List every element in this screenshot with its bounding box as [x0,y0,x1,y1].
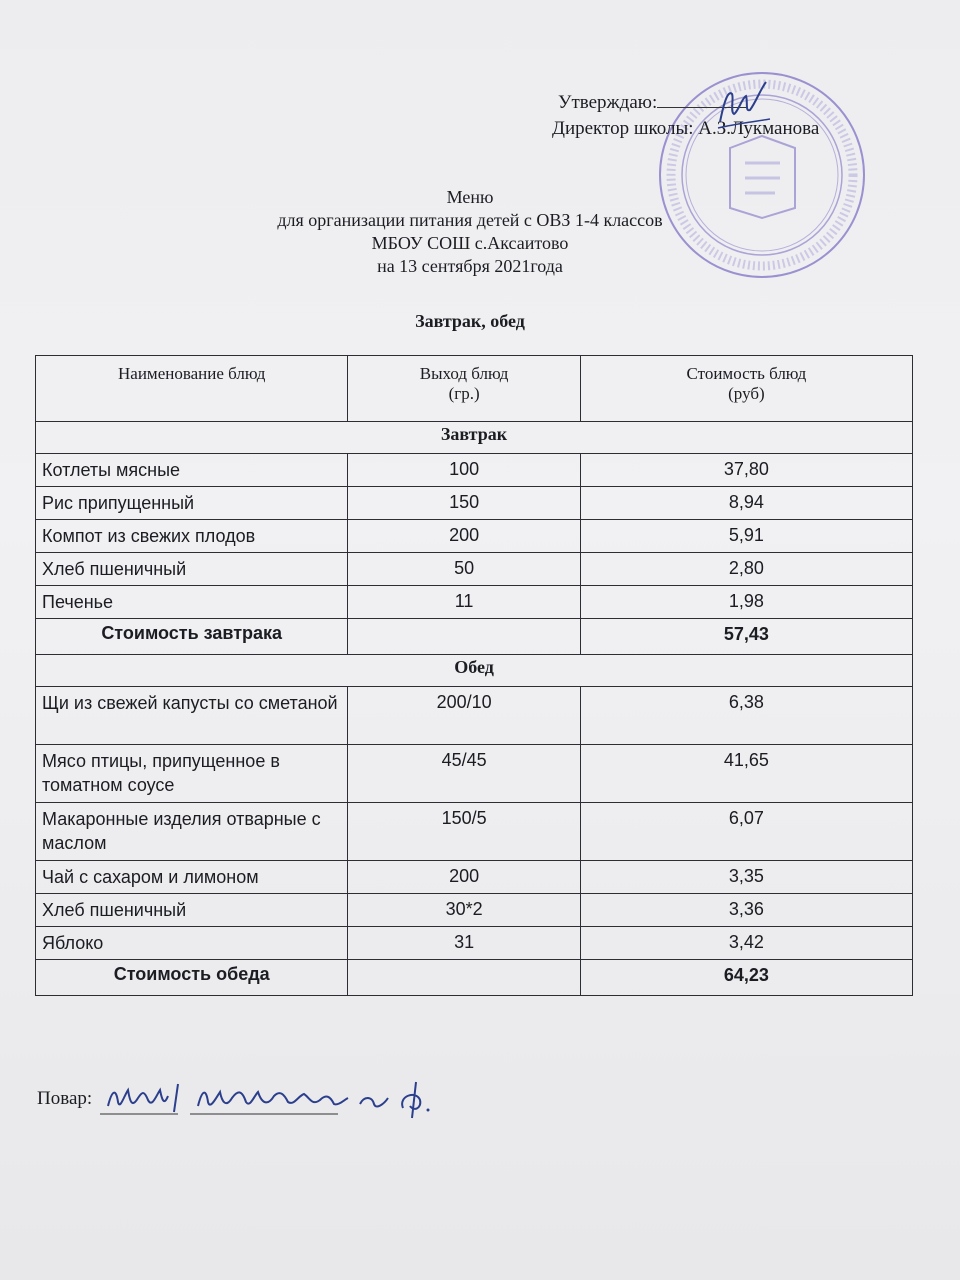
title-line-2: для организации питания детей с ОВЗ 1-4 классов [277,210,663,230]
section-breakfast: Завтрак [36,422,913,454]
table-row: Чай с сахаром и лимоном 200 3,35 [36,861,913,894]
table-row: Котлеты мясные 100 37,80 [36,454,913,487]
director-signature [690,72,780,142]
approve-label: Утверждаю: [558,92,658,113]
table-row: Яблоко 31 3,42 [36,927,913,960]
col-header-price: Стоимость блюд (руб) [580,356,912,422]
lunch-total-row: Стоимость обеда 64,23 [36,960,913,996]
col-header-weight: Выход блюд (гр.) [348,356,580,422]
table-row: Хлеб пшеничный 50 2,80 [36,553,913,586]
title-line-1: Меню [446,187,494,207]
table-row: Печенье 11 1,98 [36,586,913,619]
menu-table [35,355,913,996]
section-lunch: Обед [36,655,913,687]
table-row: Макаронные изделия отварные с маслом 150/5 6,07 [36,803,913,861]
director-label: Директор школы: [552,118,694,139]
cook-signature [98,1076,458,1126]
document-subtitle: Завтрак, обед [415,311,525,331]
title-line-3: МБОУ СОШ с.Аксаитово [371,233,569,253]
breakfast-total-row: Стоимость завтрака 57,43 [36,619,913,655]
table-row: Компот из свежих плодов 200 5,91 [36,520,913,553]
table-row: Щи из свежей капусты со сметаной 200/10 6,38 [36,687,913,745]
col-header-name: Наименование блюд [36,356,348,422]
document-title [0,186,940,278]
title-line-4: на 13 сентября 2021года [377,256,563,276]
table-header-row [36,356,913,422]
table-row: Хлеб пшеничный 30*2 3,36 [36,894,913,927]
director-name: А.З.Лукманова [698,118,820,139]
table-row: Мясо птицы, припущенное в томатном соусе 45/45 41,65 [36,745,913,803]
cook-label: Повар: [37,1088,93,1109]
table-row: Рис припущенный 150 8,94 [36,487,913,520]
